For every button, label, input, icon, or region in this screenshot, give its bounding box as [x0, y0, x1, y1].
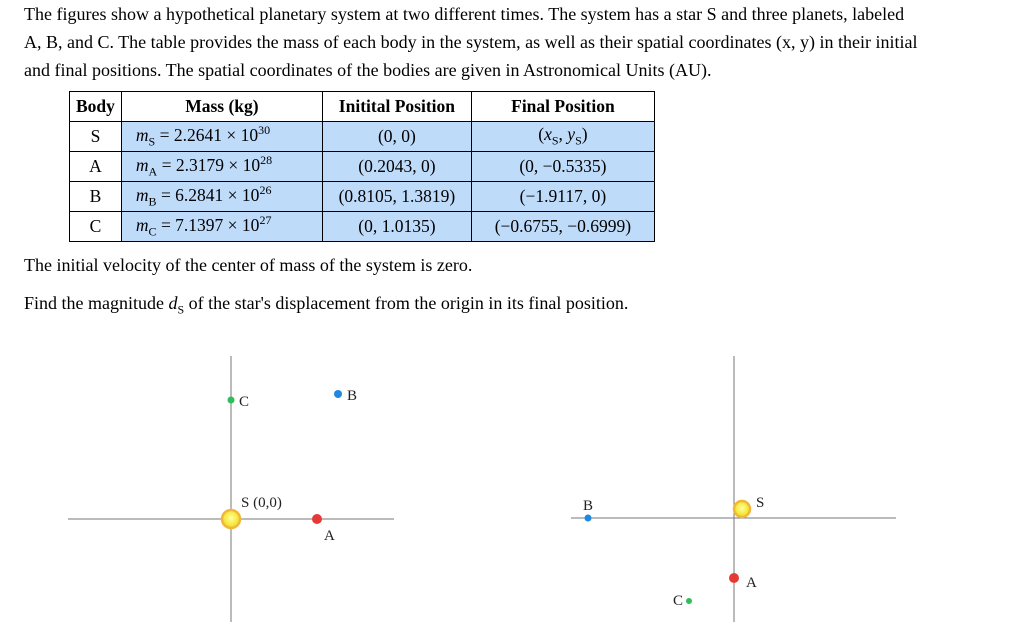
- star-s-marker: [734, 501, 750, 517]
- header-initial-position: Initital Position: [322, 92, 471, 122]
- question-text: Find the magnitude $d_S$ of the star's displacement from the origin in its final position.: [24, 293, 629, 317]
- final-position-cell: (−0.6755, −0.6999): [471, 212, 654, 242]
- planet-b-label: B: [347, 388, 358, 404]
- body-cell: S: [70, 122, 122, 152]
- planet-a-label: A: [746, 575, 757, 591]
- planet-a-label: A: [324, 528, 335, 544]
- intro-line-1: The figures show a hypothetical planetary system at two different times. The system has a star S and three planets, labeled: [24, 4, 905, 24]
- mass-cell: $m_C = 7.1397 \times 10^{27}$: [121, 212, 322, 242]
- mass-cell: $m_A = 2.3179 \times 10^{28}$: [121, 152, 322, 182]
- final-position-cell: ($x_S$, $y_S$): [471, 122, 654, 152]
- planet-c-marker: [228, 397, 235, 404]
- body-cell: B: [70, 182, 122, 212]
- planet-c-label: C: [673, 593, 684, 609]
- mass-cell: $m_S = 2.2641 \times 10^{30}$: [121, 122, 322, 152]
- mass-cell: $m_B = 6.2841 \times 10^{26}$: [121, 182, 322, 212]
- intro-line-2: A, B, and C. The table provides the mass of each body in the system, as well as their spatial coordinates (x, y) in their initial: [24, 32, 918, 52]
- intro-line-3: and final positions. The spatial coordinates of the bodies are given in Astronomical Units (AU).: [24, 60, 712, 80]
- final-positions-figure: [571, 356, 896, 622]
- planet-b-marker: [585, 515, 592, 522]
- initial-position-cell: (0, 1.0135): [322, 212, 471, 242]
- body-cell: C: [70, 212, 122, 242]
- star-s-label: S: [756, 495, 765, 511]
- planet-a-marker: [312, 514, 322, 524]
- planet-b-marker: [334, 390, 342, 398]
- initial-position-cell: (0.8105, 1.3819): [322, 182, 471, 212]
- planet-c-label: C: [239, 394, 250, 410]
- initial-position-cell: (0, 0): [322, 122, 471, 152]
- initial-position-cell: (0.2043, 0): [322, 152, 471, 182]
- body-cell: A: [70, 152, 122, 182]
- header-mass: Mass (kg): [121, 92, 322, 122]
- final-position-cell: (−1.9117, 0): [471, 182, 654, 212]
- velocity-statement: The initial velocity of the center of mass of the system is zero.: [24, 255, 473, 275]
- planet-c-marker: [686, 598, 692, 604]
- planet-a-marker: [729, 573, 739, 583]
- star-s-marker: [222, 510, 240, 528]
- header-body: Body: [70, 92, 122, 122]
- star-s-label: S (0,0): [241, 495, 282, 511]
- header-final-position: Final Position: [471, 92, 654, 122]
- final-position-cell: (0, −0.5335): [471, 152, 654, 182]
- initial-positions-figure: [68, 356, 394, 622]
- planet-b-label: B: [583, 498, 594, 514]
